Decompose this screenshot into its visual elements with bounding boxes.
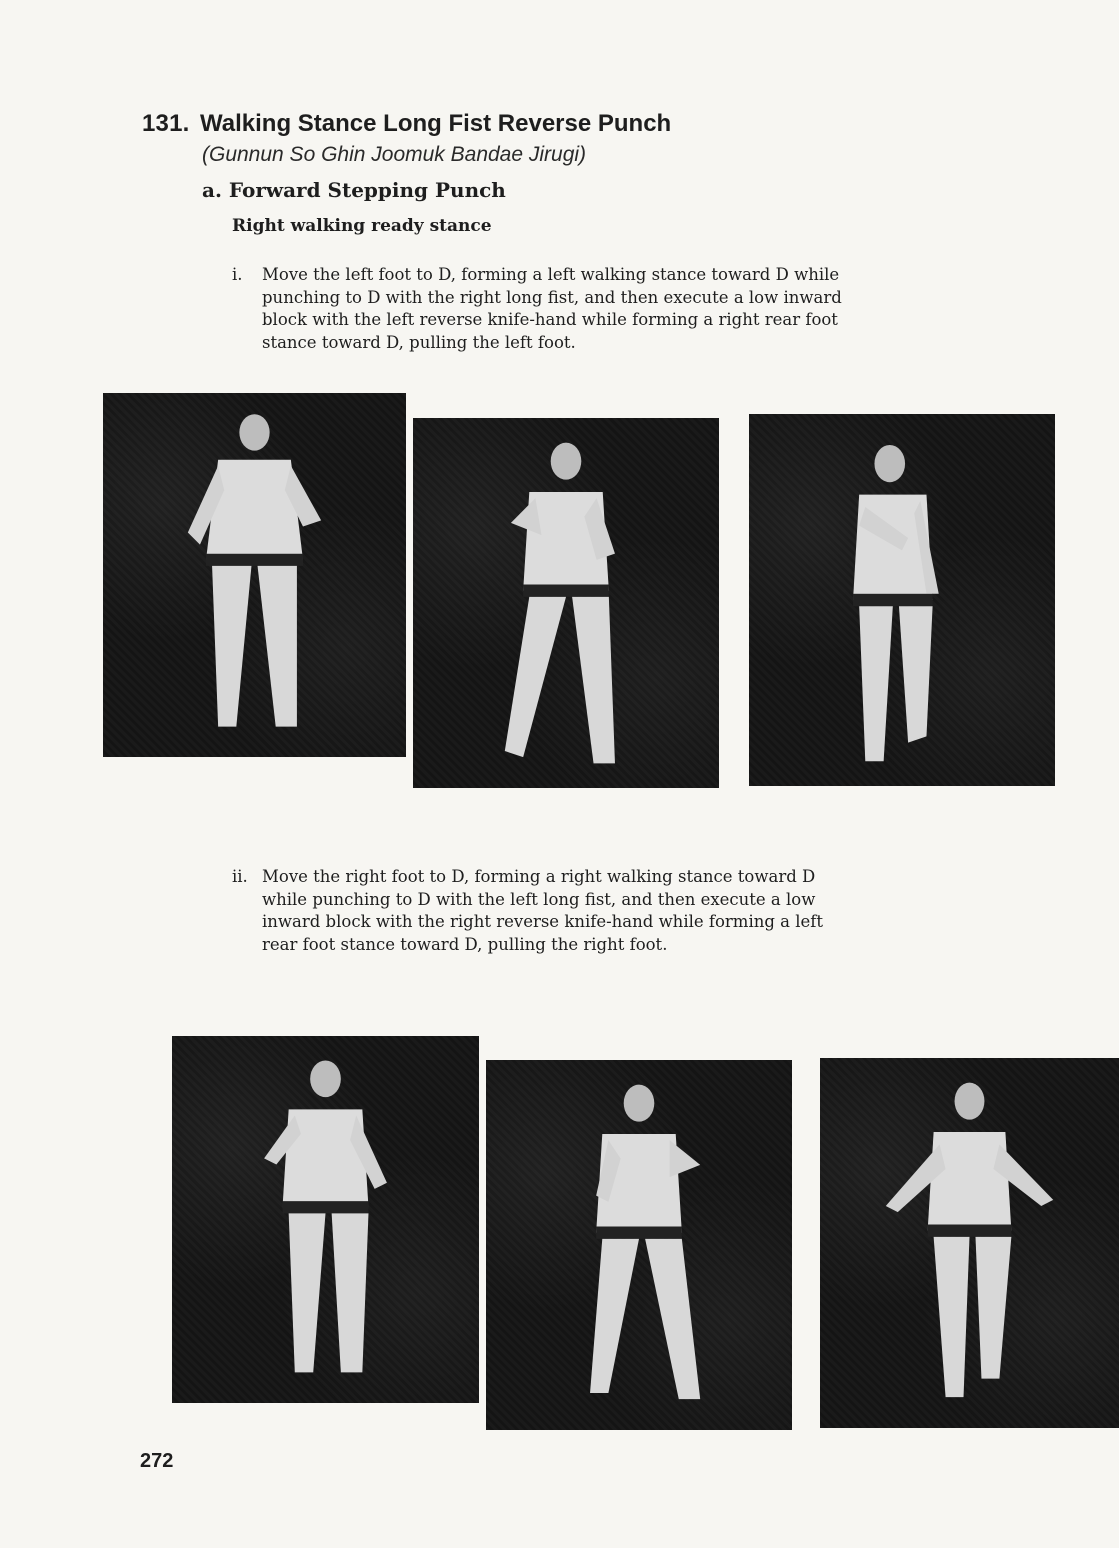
photo-step-i-3 xyxy=(749,414,1055,786)
step-line: while punching to D with the left long fist, and then execute a low xyxy=(262,889,816,909)
heading-number: 131. xyxy=(142,110,190,137)
step-text xyxy=(262,866,823,956)
photo-step-i-2 xyxy=(413,418,719,788)
heading-subtitle: (Gunnun So Ghin Joomuk Bandae Jirugi) xyxy=(202,143,587,166)
page-number: 272 xyxy=(140,1450,174,1472)
step-ii xyxy=(232,866,972,966)
photo-step-i-1 xyxy=(103,393,406,757)
martial-artist-figure xyxy=(103,393,406,757)
heading-title: Walking Stance Long Fist Reverse Punch xyxy=(200,110,672,137)
step-line: block with the left reverse knife-hand while forming a right rear foot xyxy=(262,310,838,329)
martial-artist-figure xyxy=(749,414,1055,786)
step-marker: ii. xyxy=(232,867,248,886)
step-i xyxy=(232,264,972,364)
step-line: inward block with the right reverse knife-hand while forming a left xyxy=(262,912,824,931)
martial-artist-figure xyxy=(172,1036,479,1403)
step-line: punching to D with the right long fist, and then execute a low inward xyxy=(262,287,842,307)
section-label: a. Forward Stepping Punch xyxy=(202,178,506,202)
photo-step-ii-2 xyxy=(486,1060,792,1430)
step-marker: i. xyxy=(232,265,243,284)
step-line: rear foot stance toward D, pulling the right foot. xyxy=(262,934,668,954)
photo-step-ii-3 xyxy=(820,1058,1119,1428)
martial-artist-figure xyxy=(486,1060,792,1430)
photo-step-ii-1 xyxy=(172,1036,479,1403)
step-line: stance toward D, pulling the left foot. xyxy=(262,332,576,352)
step-line: Move the right foot to D, forming a right walking stance toward D xyxy=(262,867,816,886)
martial-artist-figure xyxy=(820,1058,1119,1428)
ready-stance: Right walking ready stance xyxy=(232,216,492,236)
step-line: Move the left foot to D, forming a left walking stance toward D while xyxy=(262,265,840,284)
step-text xyxy=(262,264,842,354)
martial-artist-figure xyxy=(413,418,719,788)
